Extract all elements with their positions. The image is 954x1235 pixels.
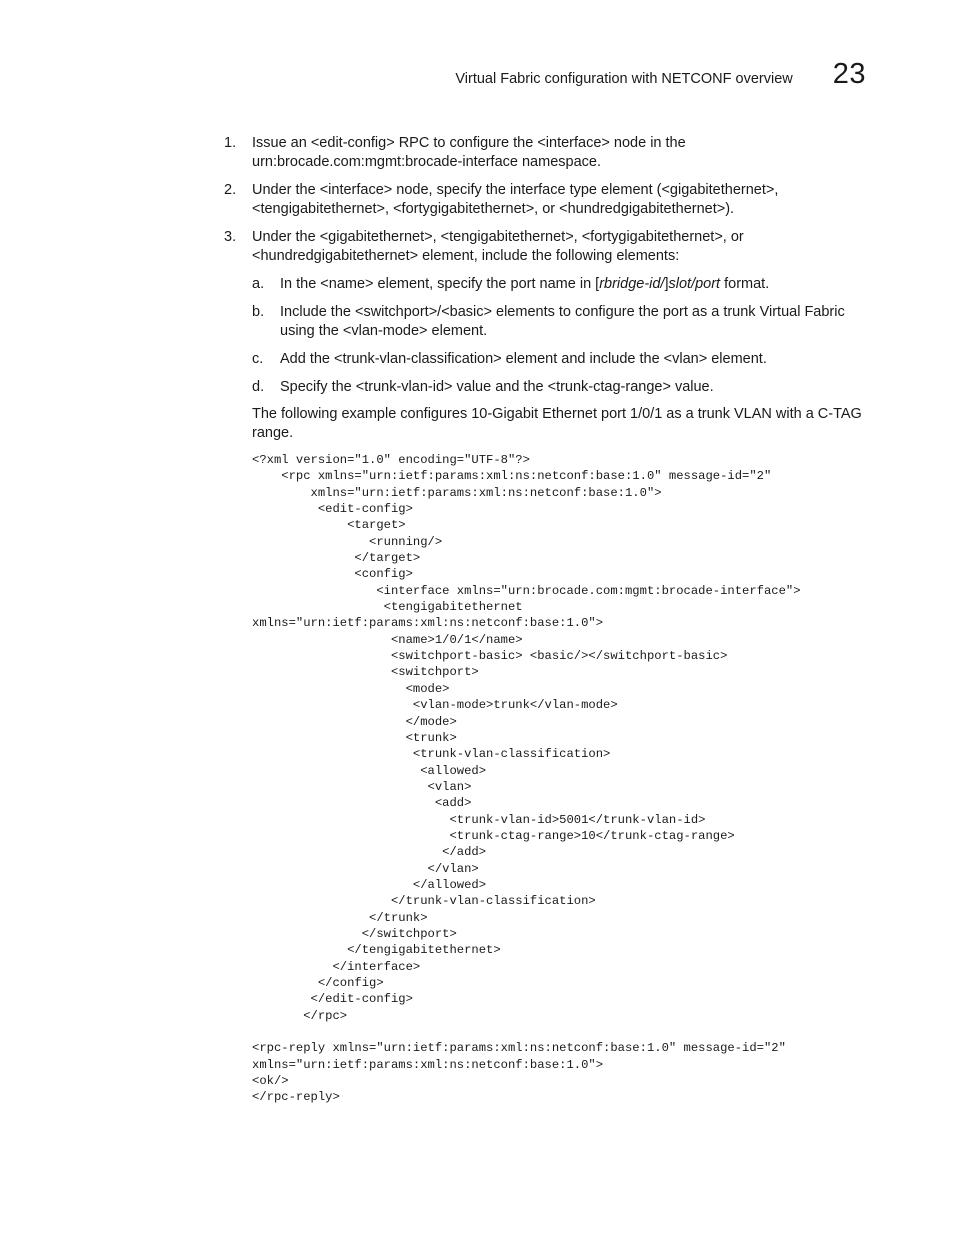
code-line: <mode> (252, 681, 450, 696)
code-line: </vlan> (252, 861, 479, 876)
code-line: </target> (252, 551, 421, 566)
code-line: <config> (252, 567, 413, 582)
code-line: <name>1/0/1</name> (252, 632, 523, 647)
code-line: <switchport-basic> <basic/></switchport-basic> (252, 649, 728, 664)
code-line: <tengigabitethernet (252, 600, 523, 615)
code-line: <trunk-vlan-classification> (252, 747, 611, 762)
code-line: </mode> (252, 714, 457, 729)
code-line: </rpc-reply> (252, 1090, 340, 1105)
code-line: <vlan-mode>trunk</vlan-mode> (252, 698, 618, 713)
code-line: <ok/> (252, 1074, 289, 1089)
example-intro: The following example configures 10-Gigabit Ethernet port 1/0/1 as a trunk VLAN with a C-TAG range. (252, 406, 862, 441)
code-line: </switchport> (252, 926, 457, 941)
substep-letter: b. (252, 304, 265, 320)
step-number: 3. (224, 229, 237, 245)
code-line: </tengigabitethernet> (252, 943, 501, 958)
code-line: <trunk-vlan-id>5001</trunk-vlan-id> (252, 812, 706, 827)
code-line: <trunk> (252, 730, 457, 745)
code-line: </add> (252, 845, 487, 860)
step-number: 2. (224, 182, 237, 198)
substep-b (252, 303, 872, 341)
xml-code-example (252, 452, 801, 1106)
step-3 (224, 228, 872, 397)
substep-letter: a. (252, 276, 265, 292)
substep-italic-slot-port: slot/port (668, 276, 721, 292)
substep-text-mid: ] (664, 276, 669, 292)
code-line: <target> (252, 518, 406, 533)
step-number: 1. (224, 135, 237, 151)
substep-text-after: format. (720, 276, 770, 292)
step-text: Under the <gigabitethernet>, <tengigabitethernet>, <fortygigabitethernet>, or <hundredgigabitethernet> element, include the following elements: (252, 229, 744, 264)
substep-letter: d. (252, 379, 265, 395)
code-line (252, 1024, 801, 1040)
code-line: <rpc-reply xmlns="urn:ietf:params:xml:ns:netconf:base:1.0" message-id="2" (252, 1041, 786, 1056)
code-line: <allowed> (252, 763, 487, 778)
substeps (252, 275, 872, 397)
code-line: <running/> (252, 534, 443, 549)
code-line: </trunk-vlan-classification> (252, 894, 596, 909)
code-line: xmlns="urn:ietf:params:xml:ns:netconf:base:1.0"> (252, 616, 604, 631)
code-line: <?xml version="1.0" encoding="UTF-8"?> (252, 453, 530, 467)
code-line: </edit-config> (252, 992, 413, 1007)
code-line: </rpc> (252, 1008, 348, 1023)
step-text: Issue an <edit-config> RPC to configure the <interface> node in the urn:brocade.com:mgmt:brocade-interface namespace. (252, 135, 686, 170)
code-line: </config> (252, 976, 384, 990)
code-line: <switchport> (252, 665, 479, 680)
code-line: </allowed> (252, 877, 487, 892)
code-line: <vlan> (252, 779, 472, 794)
substep-c (252, 350, 872, 369)
substep-letter: c. (252, 351, 264, 367)
section-title: Virtual Fabric configuration with NETCONF overview (455, 71, 793, 87)
substep-d (252, 378, 872, 397)
code-line: <trunk-ctag-range>10</trunk-ctag-range> (252, 828, 735, 843)
page-header (455, 58, 866, 88)
code-line: xmlns="urn:ietf:params:xml:ns:netconf:base:1.0"> (252, 485, 662, 500)
substep-text: Add the <trunk-vlan-classification> element and include the <vlan> element. (280, 351, 767, 367)
substep-text: Specify the <trunk-vlan-id> value and the <trunk-ctag-range> value. (280, 379, 714, 395)
code-line: xmlns="urn:ietf:params:xml:ns:netconf:base:1.0"> (252, 1057, 604, 1072)
chapter-number: 23 (832, 58, 866, 90)
code-line: <add> (252, 796, 472, 811)
code-line: </interface> (252, 959, 421, 974)
step-text: Under the <interface> node, specify the interface type element (<gigabitethernet>, <tengigabitethernet>, <fortygigabitethernet>, or <hundredgigabitethernet>). (252, 182, 779, 217)
substep-text: Include the <switchport>/<basic> elements to configure the port as a trunk Virtual Fabric using the <vlan-mode> element. (280, 304, 845, 339)
code-line: </trunk> (252, 910, 428, 925)
substep-a (252, 275, 872, 294)
step-2 (224, 181, 872, 219)
code-line: <edit-config> (252, 502, 413, 517)
code-line: <interface xmlns="urn:brocade.com:mgmt:brocade-interface"> (252, 583, 801, 598)
substep-text-before: In the <name> element, specify the port name in [ (280, 276, 600, 292)
procedure-steps (224, 134, 872, 406)
code-line: <rpc xmlns="urn:ietf:params:xml:ns:netconf:base:1.0" message-id="2" (252, 469, 772, 484)
substep-italic-rbridge: rbridge-id/ (599, 276, 665, 292)
step-1 (224, 134, 872, 172)
